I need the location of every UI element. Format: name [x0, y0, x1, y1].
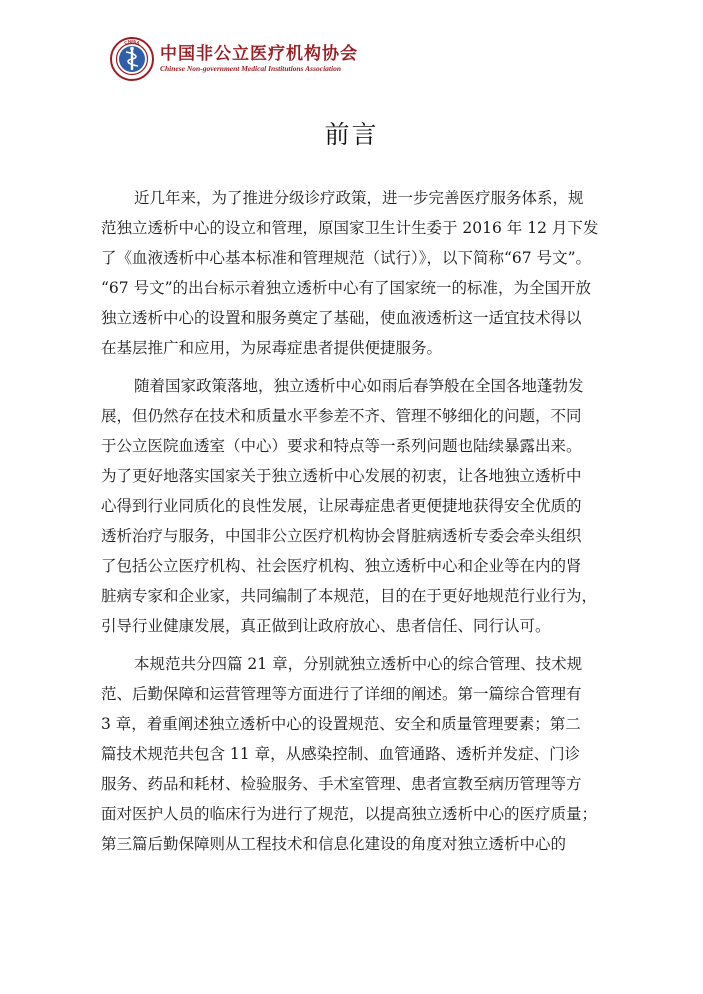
paragraph-line: 引导行业健康发展，真正做到让政府放心、患者信任、同行认可。 — [101, 617, 551, 635]
document-title: 前言 — [324, 120, 379, 149]
paragraph-line: 近几年来，为了推进分级诊疗政策，进一步完善医疗服务体系，规 — [134, 189, 584, 207]
org-name-en: Chinese Non-government Medical Institutions Association — [160, 64, 341, 73]
document-body — [101, 183, 616, 859]
paragraph-line: 心得到行业同质化的良性发展，让尿毒症患者更便捷地获得安全优质的 — [101, 497, 582, 515]
organization-name — [160, 44, 358, 74]
paragraph-line: 于公立医院血透室（中心）要求和特点等一系列问题也陆续暴露出来。 — [101, 437, 582, 455]
body-paragraph — [101, 371, 616, 641]
paragraph-line: 透析治疗与服务，中国非公立医疗机构协会肾脏病透析专委会牵头组织 — [101, 527, 582, 545]
paragraph-line: “67 号文”的出台标示着独立透析中心有了国家统一的标准，为全国开放 — [101, 279, 592, 297]
org-name-cn: 中国非公立医疗机构协会 — [160, 44, 358, 64]
association-logo-icon — [110, 37, 154, 81]
paragraph-line: 为了更好地落实国家关于独立透析中心发展的初衷，让各地独立透析中 — [101, 467, 582, 485]
paragraph-line: 在基层推广和应用，为尿毒症患者提供便捷服务。 — [101, 339, 443, 357]
paragraph-line: 展，但仍然存在技术和质量水平参差不齐、管理不够细化的问题，不同 — [101, 407, 582, 425]
paragraph-line: 本规范共分四篇 21 章，分别就独立透析中心的综合管理、技术规 — [134, 655, 583, 673]
paragraph-line: 3 章，着重阐述独立透析中心的设置规范、安全和质量管理要素；第二 — [101, 715, 581, 733]
paragraph-line: 范独立透析中心的设立和管理，原国家卫生计生委于 2016 年 12 月下发 — [101, 219, 599, 237]
paragraph-line: 范、后勤保障和运营管理等方面进行了详细的阐述。第一篇综合管理有 — [101, 685, 582, 703]
paragraph-line: 服务、药品和耗材、检验服务、手术室管理、患者宣教至病历管理等方 — [101, 775, 582, 793]
paragraph-line: 了《血液透析中心基本标准和管理规范（试行）》，以下简称“67 号文”。 — [101, 249, 592, 267]
paragraph-line: 篇技术规范共包含 11 章，从感染控制、血管通路、透析并发症、门诊 — [101, 745, 581, 763]
page-header — [110, 36, 358, 82]
body-paragraph — [101, 649, 616, 859]
paragraph-line: 脏病专家和企业家，共同编制了本规范，目的在于更好地规范行业行为， — [101, 587, 598, 605]
paragraph-line: 随着国家政策落地，独立透析中心如雨后春笋般在全国各地蓬勃发 — [134, 377, 584, 395]
paragraph-line: 了包括公立医疗机构、社会医疗机构、独立透析中心和企业等在内的肾 — [101, 557, 582, 575]
paragraph-line: 第三篇后勤保障则从工程技术和信息化建设的角度对独立透析中心的 — [101, 835, 567, 853]
paragraph-line: 面对医护人员的临床行为进行了规范，以提高独立透析中心的医疗质量； — [101, 805, 598, 823]
paragraph-line: 独立透析中心的设置和服务奠定了基础，使血液透析这一适宜技术得以 — [101, 309, 582, 327]
logo-ring-text: CNMIA — [123, 38, 141, 46]
body-paragraph — [101, 183, 616, 363]
